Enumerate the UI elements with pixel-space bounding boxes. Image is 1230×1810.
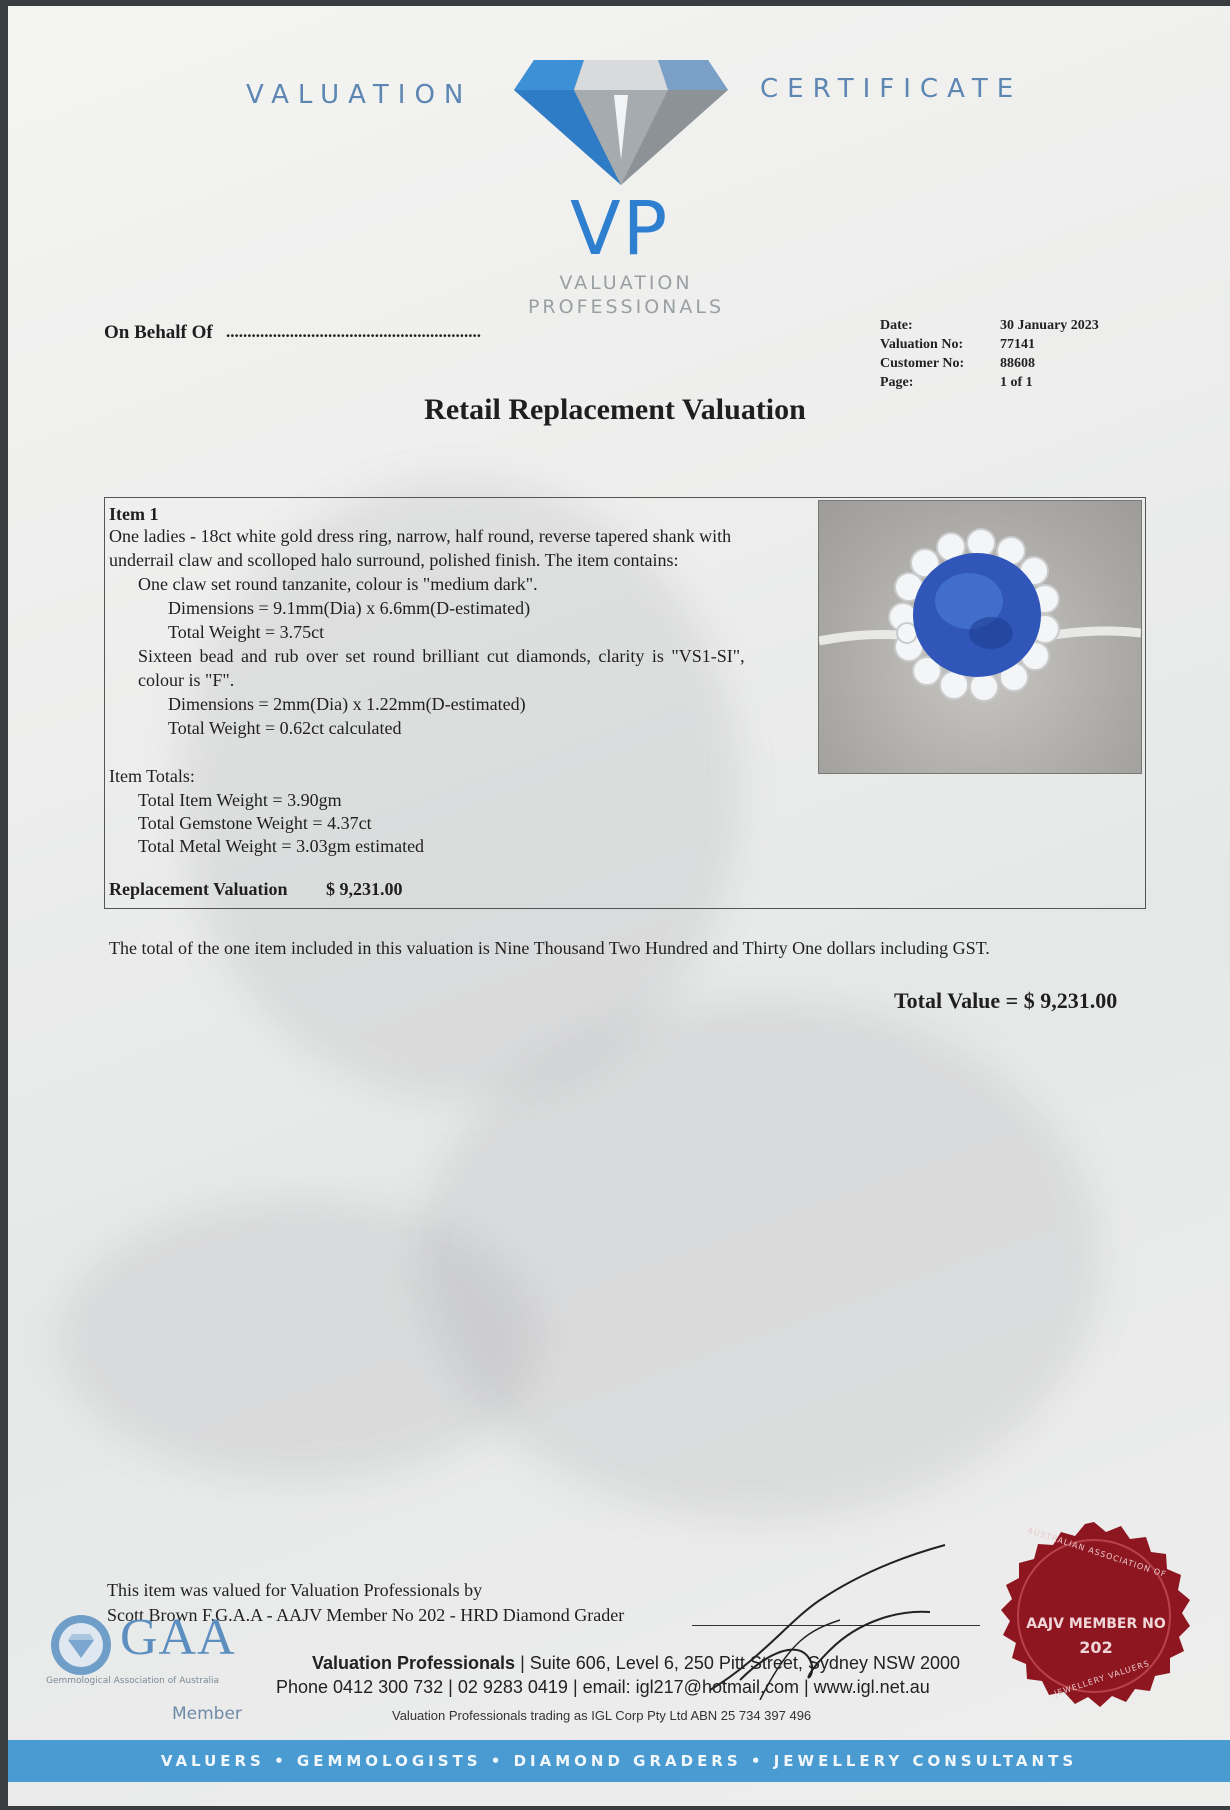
totals-heading: Item Totals: bbox=[109, 766, 195, 786]
seal-line2: 202 bbox=[1079, 1638, 1113, 1657]
seal-arc-bottom: JEWELLERY VALUERS bbox=[1053, 1658, 1151, 1699]
logo-sub-valuation: VALUATION bbox=[559, 272, 693, 294]
summary-text: The total of the one item included in this valuation is Nine Thousand Two Hundred and Thirty One dollars including GST. bbox=[109, 938, 990, 958]
item-desc-line2: underrail claw and scolloped halo surround, polished finish. The item contains: bbox=[109, 550, 679, 570]
behalf-dots: ............................................................ bbox=[226, 322, 481, 341]
contact-line1 bbox=[312, 1653, 960, 1674]
signature-mark bbox=[700, 1540, 960, 1700]
stone1-weight: Total Weight = 3.75ct bbox=[168, 622, 325, 642]
diamond-logo-icon bbox=[514, 50, 728, 190]
background-shadow bbox=[60, 1200, 540, 1480]
date-value: 30 January 2023 bbox=[1000, 318, 1099, 333]
page-label: Page: bbox=[880, 375, 914, 390]
seal-line1: AAJV MEMBER NO bbox=[1026, 1616, 1166, 1632]
gaa-letters: GAA bbox=[120, 1609, 236, 1666]
total-metal-weight: Total Metal Weight = 3.03gm estimated bbox=[138, 836, 425, 856]
valuer-line2: Scott Brown F.G.A.A - AAJV Member No 202 - HRD Diamond Grader bbox=[107, 1605, 625, 1625]
valuer-line1: This item was valued for Valuation Professionals by bbox=[107, 1580, 483, 1600]
ring-image bbox=[819, 501, 1141, 773]
customer-no-value: 88608 bbox=[1000, 356, 1035, 371]
stone2-line2: colour is "F". bbox=[138, 670, 235, 690]
item-desc-line1: One ladies - 18ct white gold dress ring, narrow, half round, reverse tapered shank with bbox=[109, 526, 732, 546]
total-item-weight: Total Item Weight = 3.90gm bbox=[138, 790, 342, 810]
company-name: Valuation Professionals bbox=[312, 1653, 516, 1673]
ring-photo bbox=[818, 500, 1142, 774]
total-gemstone-weight: Total Gemstone Weight = 4.37ct bbox=[138, 813, 372, 833]
stone1-line: One claw set round tanzanite, colour is "medium dark". bbox=[138, 574, 538, 594]
footer-bar: VALUERS • GEMMOLOGISTS • DIAMOND GRADERS • JEWELLERY CONSULTANTS bbox=[8, 1740, 1230, 1782]
gaa-emblem-icon bbox=[48, 1612, 114, 1678]
replacement-value: $ 9,231.00 bbox=[326, 879, 403, 899]
page-title: Retail Replacement Valuation bbox=[424, 393, 806, 426]
stone2-dimensions: Dimensions = 2mm(Dia) x 1.22mm(D-estimated) bbox=[168, 694, 526, 714]
gaa-member: Member bbox=[172, 1704, 242, 1724]
background-shadow bbox=[420, 1000, 1100, 1520]
behalf-label: On Behalf Of bbox=[104, 322, 213, 343]
stone2-weight: Total Weight = 0.62ct calculated bbox=[168, 718, 402, 738]
stone2-line1: Sixteen bead and rub over set round brilliant cut diamonds, clarity is "VS1-SI", bbox=[138, 646, 745, 666]
date-label: Date: bbox=[880, 318, 913, 333]
stone1-dimensions: Dimensions = 9.1mm(Dia) x 6.6mm(D-estimated) bbox=[168, 598, 531, 618]
header-right-word: CERTIFICATE bbox=[760, 74, 1023, 104]
seal-arc-top: AUSTRALIAN ASSOCIATION OF bbox=[1026, 1525, 1168, 1580]
logo-letters: VP bbox=[570, 186, 670, 272]
gaa-org: Gemmological Association of Australia bbox=[46, 1676, 220, 1686]
customer-no-label: Customer No: bbox=[880, 356, 965, 371]
page-value: 1 of 1 bbox=[1000, 375, 1033, 390]
header-left-word: VALUATION bbox=[246, 80, 473, 110]
replacement-label: Replacement Valuation bbox=[109, 879, 288, 899]
company-address: | Suite 606, Level 6, 250 Pitt Street, Sydney NSW 2000 bbox=[515, 1653, 960, 1673]
valuation-no-value: 77141 bbox=[1000, 337, 1035, 352]
valuation-no-label: Valuation No: bbox=[880, 337, 964, 352]
item-heading: Item 1 bbox=[109, 504, 159, 524]
logo-sub-professionals: PROFESSIONALS bbox=[527, 296, 725, 318]
contact-phones: Phone 0412 300 732 | 02 9283 0419 | email: igl217@hotmail.com | www.igl.net.au bbox=[276, 1677, 930, 1697]
contact-trading: Valuation Professionals trading as IGL Corp Pty Ltd ABN 25 734 397 496 bbox=[392, 1708, 812, 1723]
total-value: Total Value = $ 9,231.00 bbox=[894, 988, 1118, 1013]
